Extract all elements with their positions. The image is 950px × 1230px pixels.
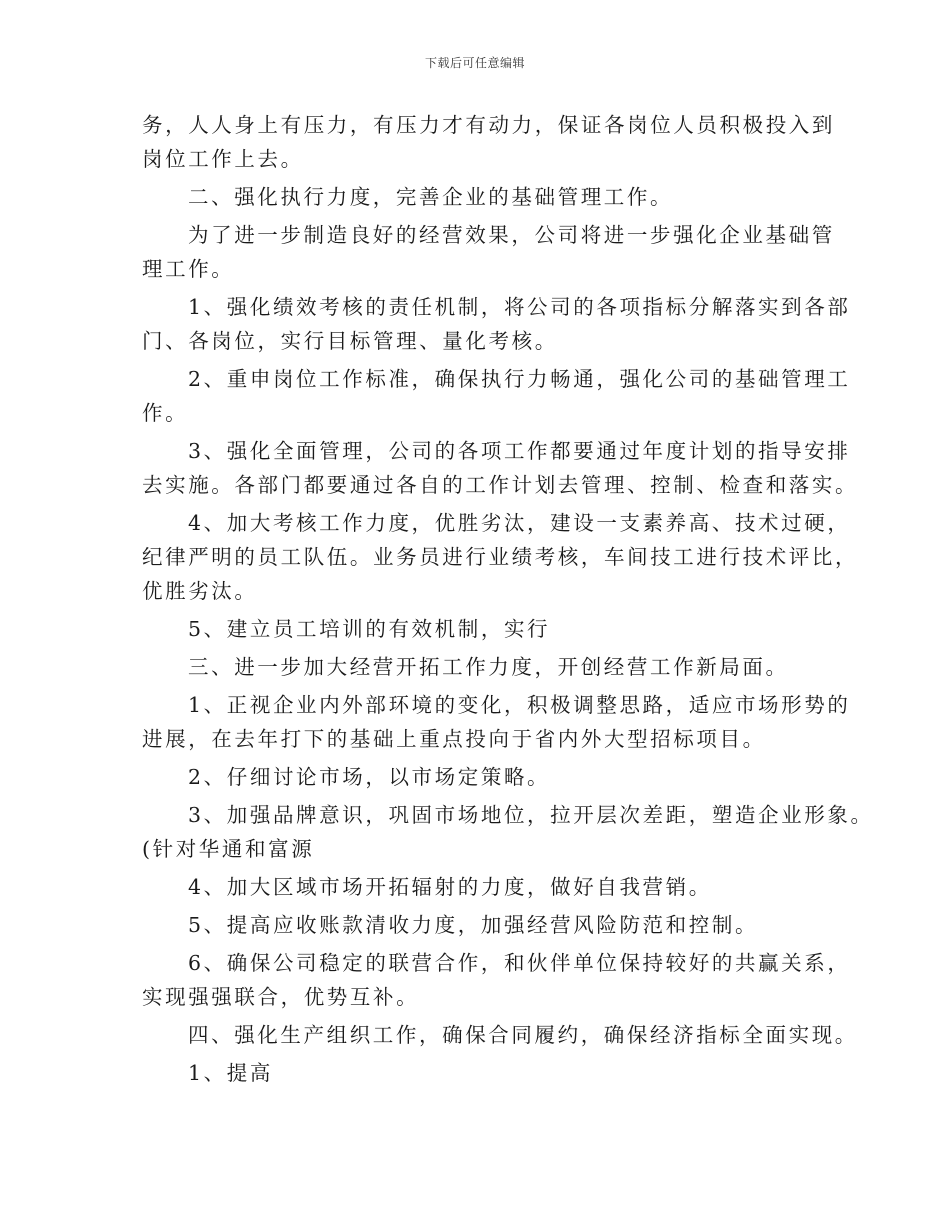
text-line: 门、各岗位，实行目标管理、量化考核。 [142, 329, 558, 353]
page-header: 下载后可任意编辑 [424, 56, 525, 70]
text-line: 纪律严明的员工队伍。业务员进行业绩考核，车间技工进行技术评比， [142, 545, 859, 569]
list-item: 1、正视企业内外部环境的变化，积极调整思路，适应市场形势的 [188, 693, 851, 717]
document-body [142, 108, 874, 1090]
list-item: 4、加大区域市场开拓辐射的力度，做好自我营销。 [188, 875, 712, 899]
text-line: (针对华通和富源 [142, 837, 315, 861]
list-item: 2、仔细讨论市场，以市场定策略。 [188, 765, 551, 789]
list-item: 6、确保公司稳定的联营合作，和伙伴单位保持较好的共赢关系， [188, 951, 851, 975]
text-line: 作。 [142, 401, 189, 425]
text-line: 实现强强联合，优势互补。 [142, 985, 420, 1009]
list-item: 4、加大考核工作力度，优胜劣汰，建设一支素养高、技术过硬， [188, 511, 851, 535]
section-heading: 四、强化生产组织工作，确保合同履约，确保经济指标全面实现。 [188, 1023, 858, 1047]
list-item: 1、强化绩效考核的责任机制，将公司的各项指标分解落实到各部 [188, 295, 851, 319]
list-item: 1、提高 [188, 1061, 273, 1085]
text-line: 进展，在去年打下的基础上重点投向于省内外大型招标项目。 [142, 727, 766, 751]
list-item: 3、强化全面管理，公司的各项工作都要通过年度计划的指导安排 [188, 439, 851, 463]
text-line: 为了进一步制造良好的经营效果，公司将进一步强化企业基础管 [188, 223, 835, 247]
text-line: 务，人人身上有压力，有压力才有动力，保证各岗位人员积极投入到 [142, 113, 835, 137]
section-heading: 二、强化执行力度，完善企业的基础管理工作。 [188, 185, 674, 209]
list-item: 3、加强品牌意识，巩固市场地位，拉开层次差距，塑造企业形象。 [188, 803, 874, 827]
list-item: 5、提高应收账款清收力度，加强经营风险防范和控制。 [188, 913, 759, 937]
section-heading: 三、进一步加大经营开拓工作力度，开创经营工作新局面。 [188, 655, 789, 679]
text-line: 岗位工作上去。 [142, 147, 304, 171]
text-line: 理工作。 [142, 257, 235, 281]
list-item: 5、建立员工培训的有效机制，实行 [188, 617, 551, 641]
text-line: 优胜劣汰。 [142, 579, 258, 603]
text-line: 去实施。各部门都要通过各自的工作计划去管理、控制、检查和落实。 [142, 473, 859, 497]
list-item: 2、重申岗位工作标准，确保执行力畅通，强化公司的基础管理工 [188, 367, 851, 391]
